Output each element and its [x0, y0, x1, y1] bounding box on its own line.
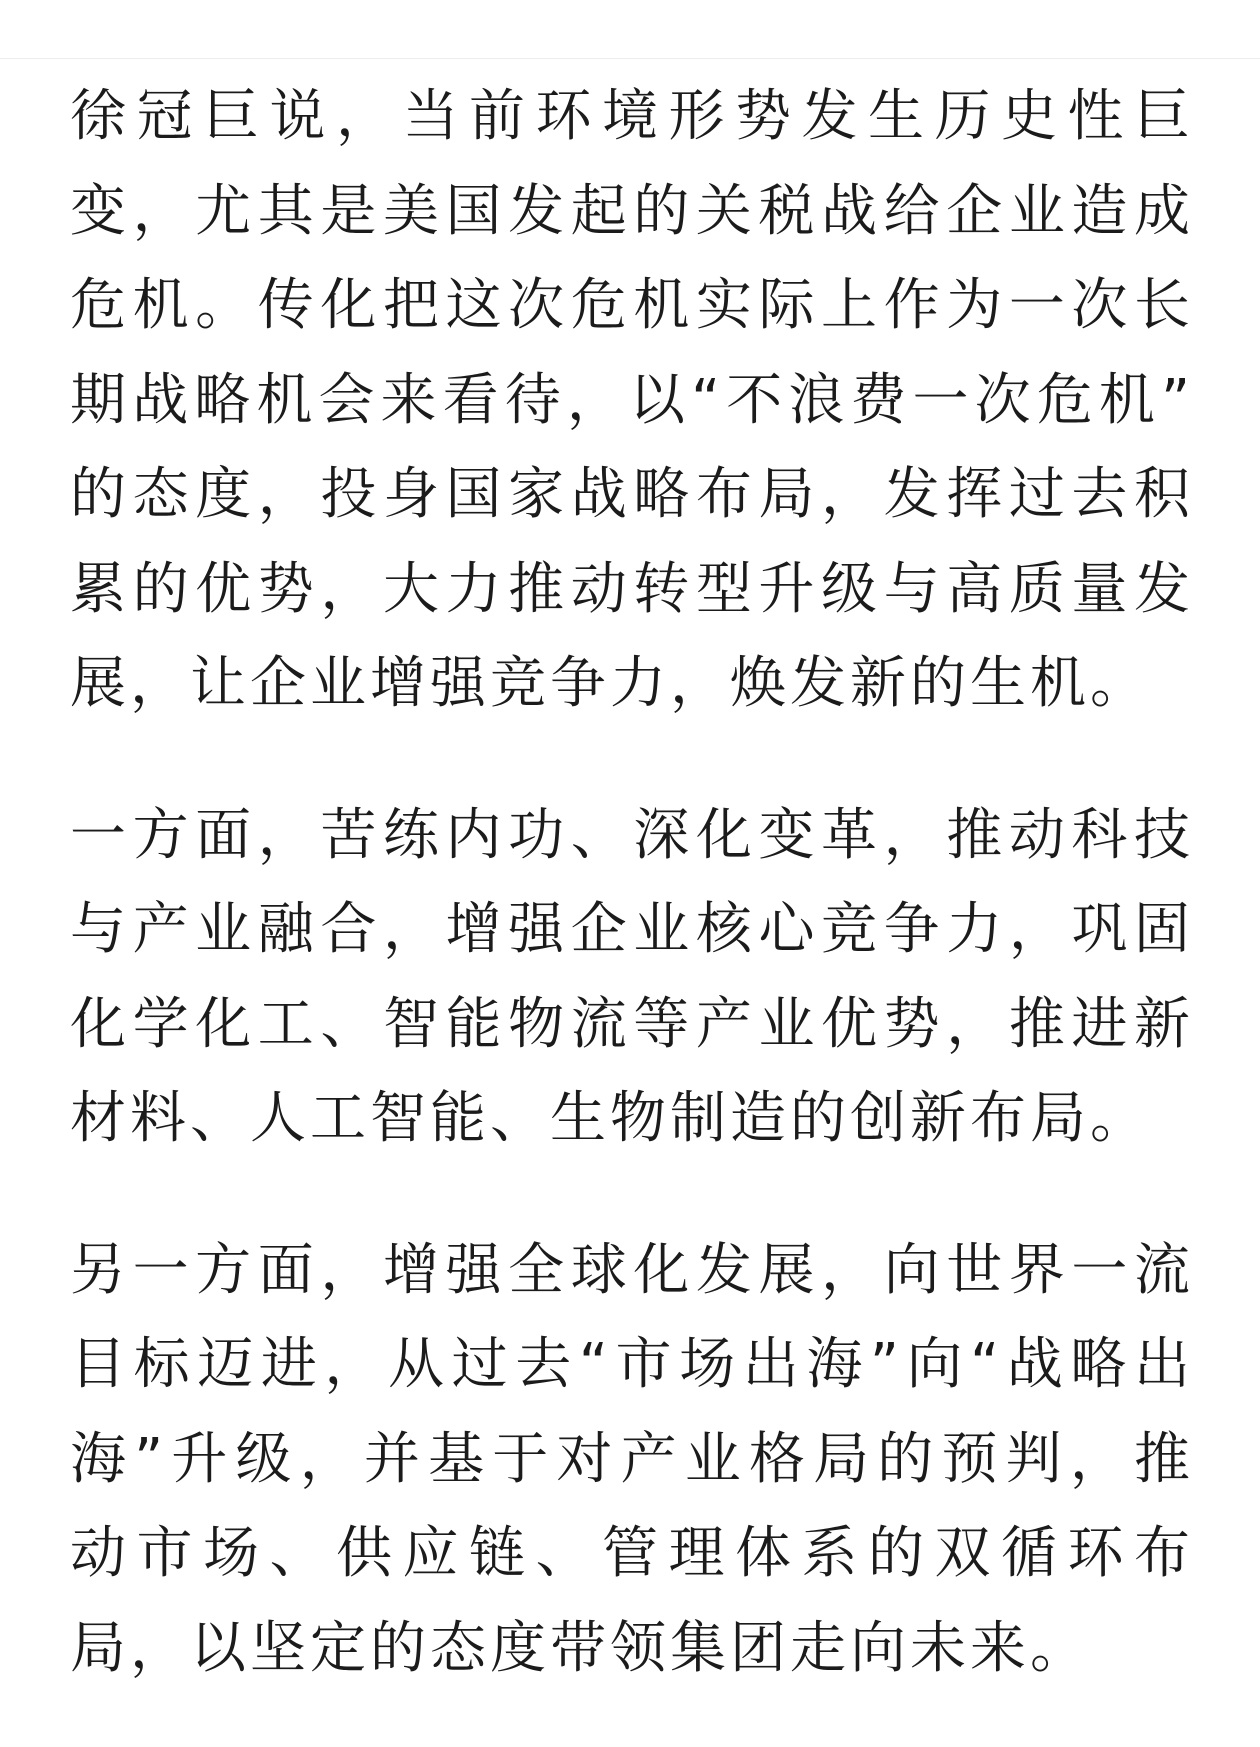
text-line: 局，以坚定的态度带领集团走向未来。: [70, 1615, 1090, 1681]
paragraph-2: [70, 789, 1190, 1167]
text-line: 另一方面，增强全球化发展，向世界一流: [70, 1237, 1190, 1303]
text-line: 变，尤其是美国发起的关税战给企业造成: [70, 178, 1190, 244]
text-line: 化学化工、智能物流等产业优势，推进新: [70, 991, 1190, 1057]
text-line: 的态度，投身国家战略布局，发挥过去积: [70, 462, 1190, 527]
text-line: 展，让企业增强竞争力，焕发新的生机。: [70, 651, 1150, 716]
text-line: 期战略机会来看待，以“不浪费一次危机”: [70, 367, 1190, 433]
text-line: 材料、人工智能、生物制造的创新布局。: [70, 1086, 1150, 1151]
text-line: 动市场、供应链、管理体系的双循环布: [70, 1521, 1190, 1586]
text-line: 海”升级，并基于对产业格局的预判，推: [70, 1426, 1190, 1492]
paragraph-3: [70, 1224, 1190, 1697]
text-line: 徐冠巨说，当前环境形势发生历史性巨: [70, 84, 1190, 149]
paragraph-1: [70, 70, 1190, 732]
top-divider: [0, 58, 1260, 59]
article-body: [70, 70, 1190, 1696]
text-line: 目标迈进，从过去“市场出海”向“战略出: [70, 1332, 1190, 1397]
text-line: 危机。传化把这次危机实际上作为一次长: [70, 273, 1190, 338]
text-line: 累的优势，大力推动转型升级与高质量发: [70, 556, 1190, 622]
text-line: 一方面，苦练内功、深化变革，推动科技: [70, 802, 1190, 868]
text-line: 与产业融合，增强企业核心竞争力，巩固: [70, 897, 1190, 962]
